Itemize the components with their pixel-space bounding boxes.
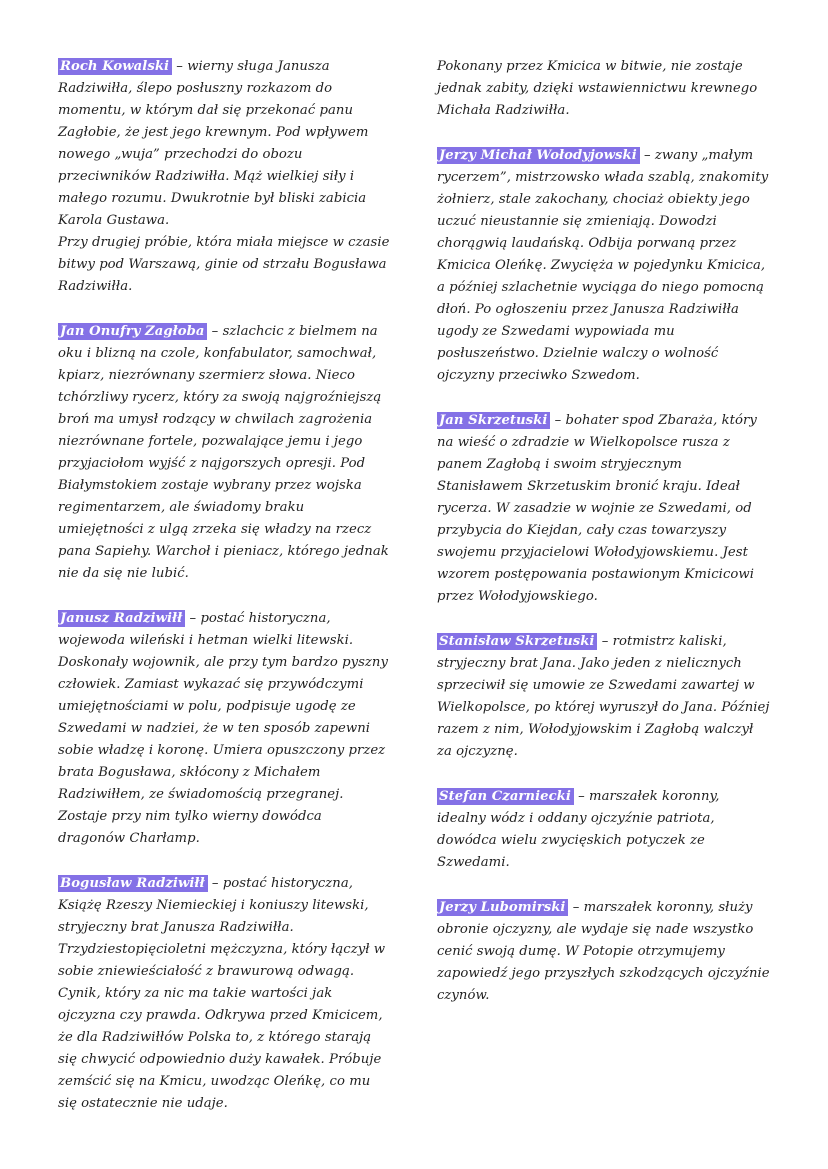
- entry-paragraph: [437, 631, 772, 763]
- entry-paragraph: [437, 786, 772, 874]
- character-entry-stefan-czarniecki: [437, 786, 772, 874]
- character-description: – marszałek koronny, idealny wódz i oddany ojczyźnie patriota, dowódca wielu zwycięskich potyczek ze Szwedami.: [437, 789, 720, 870]
- character-description: – zwany „małym rycerzem”, mistrzowsko włada szablą, znakomity żołnierz, stale zakochany, chociaż obiekty jego uczuć nieustannie się zmieniają. Dowodzi chorągwią laudańską. Odbija porwaną przez Kmicica Oleńkę. Zwycięża w pojedynku Kmicica, a później szlachetnie wyciąga do niego pomocną dłoń. Po ogłoszeniu przez Janusza Radziwiłła ugody ze Szwedami wypowiada mu posłuszeństwo. Dzielnie walczy o wolność ojczyzny przeciwko Szwedom.: [437, 148, 769, 383]
- right-column: [437, 56, 772, 1030]
- entry-paragraph: [58, 321, 393, 585]
- character-name: Bogusław Radziwiłł: [58, 875, 208, 892]
- character-name: Jan Skrzetuski: [437, 412, 550, 429]
- entry-paragraph: [437, 410, 772, 608]
- character-name: Stefan Czarniecki: [437, 788, 574, 805]
- character-name: Roch Kowalski: [58, 58, 172, 75]
- character-name: Janusz Radziwiłł: [58, 610, 185, 627]
- character-description: – postać historyczna, wojewoda wileński i hetman wielki litewski. Doskonały wojownik, ale przy tym bardzo pyszny człowiek. Zamiast wykazać się przywódczymi umiejętnościami w polu, podpisuje ugodę ze Szwedami w nadziei, że w ten sposób zapewni sobie władzę i koronę. Umiera opuszczony przez brata Bogusława, skłócony z Michałem Radziwiłłem, ze świadomością przegranej. Zostaje przy nim tylko wierny dowódca dragonów Charłamp.: [58, 611, 388, 846]
- character-entry-stanislaw-skrzetuski: [437, 631, 772, 763]
- left-column: [58, 56, 393, 1138]
- character-entry-jan-skrzetuski: [437, 410, 772, 608]
- character-description: – postać historyczna, Książę Rzeszy Niemieckiej i koniuszy litewski, stryjeczny brat Janusza Radziwiłła. Trzydziestopięcioletni mężczyzna, który łączył w sobie zniewieściałość z brawurową odwagą. Cynik, który za nic ma takie wartości jak ojczyzna czy prawda. Odkrywa przed Kmicicem, że dla Radziwiłłów Polska to, z którego starają się chwycić odpowiednio duży kawałek. Próbuje zemścić się na Kmicu, uwodząc Oleńkę, co mu się ostatecznie nie udaje.: [58, 876, 386, 1111]
- entry-paragraph: [58, 873, 393, 1115]
- character-entry-jerzy-lubomirski: [437, 897, 772, 1007]
- character-entry-boguslaw-radziwill: [58, 873, 393, 1115]
- character-entry-roch-kowalski: [58, 56, 393, 298]
- entry-paragraph: Przy drugiej próbie, która miała miejsce w czasie bitwy pod Warszawą, ginie od strzału Bogusława Radziwiłła.: [58, 235, 390, 294]
- character-name: Jerzy Lubomirski: [437, 899, 568, 916]
- entry-paragraph: [58, 56, 393, 232]
- character-description: – bohater spod Zbaraża, który na wieść o zdradzie w Wielkopolsce rusza z panem Zagłobą i swoim stryjecznym Stanisławem Skrzetuskim bronić kraju. Ideał rycerza. W zasadzie w wojnie ze Szwedami, od przybycia do Kiejdan, cały czas towarzyszy swojemu przyjacielowi Wołodyjowskiemu. Jest wzorem postępowania postawionym Kmicicowi przez Wołodyjowskiego.: [437, 413, 757, 604]
- entry-paragraph: [437, 145, 772, 387]
- character-description: – rotmistrz kaliski, stryjeczny brat Jana. Jako jeden z nielicznych sprzeciwił się umowie ze Szwedami zawartej w Wielkopolsce, po której wyruszył do Jana. Później razem z nim, Wołodyjowskim i Zagłobą walczył za ojczyznę.: [437, 634, 770, 759]
- character-entry-continuation: [437, 56, 772, 122]
- entry-paragraph: [58, 608, 393, 850]
- character-entry-jan-onufry-zagloba: [58, 321, 393, 585]
- character-description: – marszałek koronny, służy obronie ojczyzny, ale wydaje się nade wszystko cenić swoją dumę. W Potopie otrzymujemy zapowiedź jego przyszłych szkodzących ojczyźnie czynów.: [437, 900, 770, 1003]
- character-name: Jerzy Michał Wołodyjowski: [437, 147, 640, 164]
- character-name: Jan Onufry Zagłoba: [58, 323, 207, 340]
- entry-paragraph: [437, 897, 772, 1007]
- character-description: – wierny sługa Janusza Radziwiłła, ślepo posłuszny rozkazom do momentu, w którym dał się przekonać panu Zagłobie, że jest jego krewnym. Pod wpływem nowego „wuja” przechodzi do obozu przeciwników Radziwiłła. Mąż wielkiej siły i małego rozumu. Dwukrotnie był bliski zabicia Karola Gustawa.: [58, 59, 369, 228]
- character-description: – szlachcic z bielmem na oku i blizną na czole, konfabulator, samochwał, kpiarz, niezrównany szermierz słowa. Nieco tchórzliwy rycerz, który za swoją najgroźniejszą broń ma umysł rodzący w chwilach zagrożenia niezrównane fortele, pozwalające jemu i jego przyjaciołom wyjść z najgorszych opresji. Pod Białymstokiem zostaje wybrany przez wojska regimentarzem, ale świadomy braku umiejętności z ulgą zrzeka się władzy na rzecz pana Sapiehy. Warchoł i pieniacz, którego jednak nie da się nie lubić.: [58, 324, 389, 581]
- entry-paragraph: Pokonany przez Kmicica w bitwie, nie zostaje jednak zabity, dzięki wstawiennictwu krewnego Michała Radziwiłła.: [437, 59, 758, 118]
- character-entry-janusz-radziwill: [58, 608, 393, 850]
- character-name: Stanisław Skrzetuski: [437, 633, 597, 650]
- character-entry-jerzy-michal-wolodyjowski: [437, 145, 772, 387]
